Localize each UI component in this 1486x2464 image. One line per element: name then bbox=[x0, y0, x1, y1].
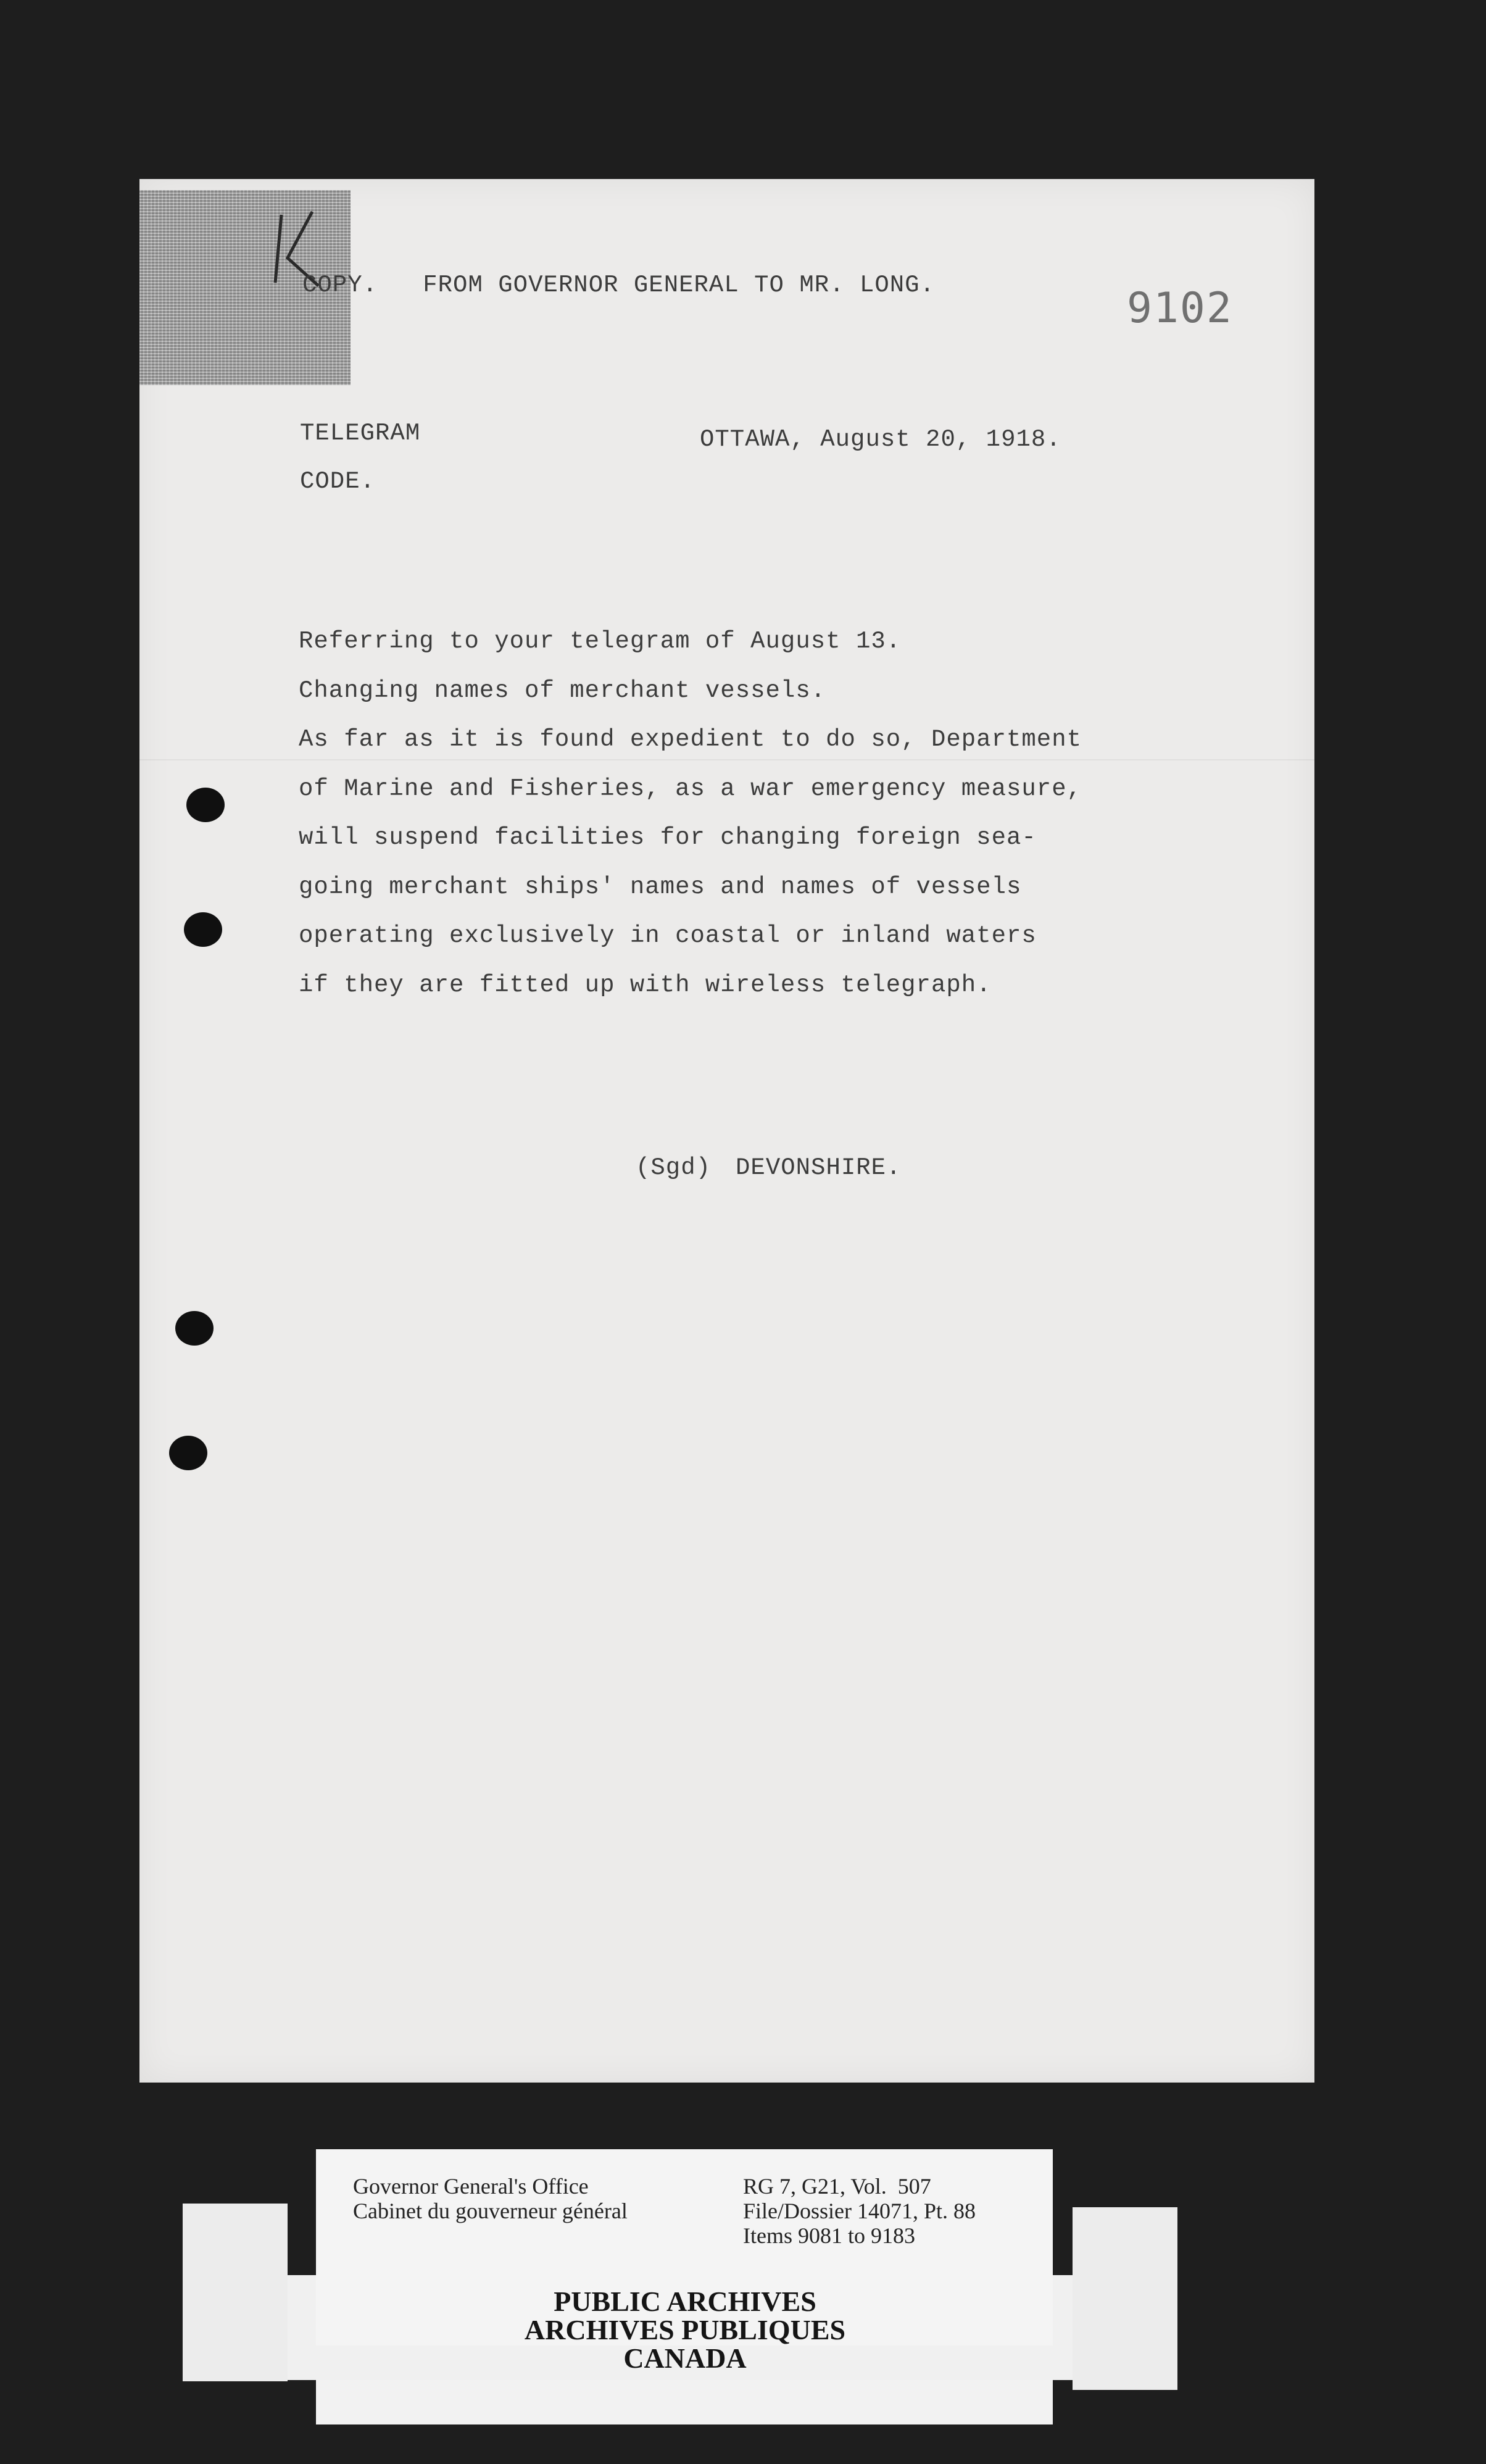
archives-country: CANADA bbox=[623, 2342, 747, 2374]
signatory-name: DEVONSHIRE. bbox=[736, 1154, 902, 1181]
copy-label: COPY. bbox=[302, 272, 378, 299]
archives-name-en: PUBLIC ARCHIVES bbox=[554, 2286, 816, 2317]
ref-file: File/Dossier 14071, Pt. 88 bbox=[743, 2199, 976, 2223]
body-line: will suspend facilities for changing foreign sea- bbox=[299, 824, 1037, 851]
office-name-fr: Cabinet du gouverneur général bbox=[353, 2199, 628, 2223]
body-line: Referring to your telegram of August 13. bbox=[299, 628, 902, 655]
archive-office-names bbox=[353, 2174, 628, 2223]
body-line: going merchant ships' names and names of vessels bbox=[299, 873, 1022, 901]
body-line: of Marine and Fisheries, as a war emergency measure, bbox=[299, 775, 1082, 802]
punch-hole bbox=[175, 1311, 214, 1346]
telegram-code-label: CODE. bbox=[300, 468, 376, 495]
sgd-label: (Sgd) bbox=[636, 1154, 712, 1181]
punch-hole bbox=[169, 1436, 207, 1470]
body-line: operating exclusively in coastal or inland waters bbox=[299, 922, 1037, 949]
header-line bbox=[302, 272, 935, 299]
body-line: As far as it is found expedient to do so, Department bbox=[299, 726, 1082, 753]
punch-hole bbox=[186, 788, 225, 822]
body-line: if they are fitted up with wireless telegraph. bbox=[299, 971, 992, 999]
archive-reference bbox=[743, 2174, 976, 2248]
archives-stamp bbox=[432, 2287, 938, 2373]
ref-items: Items 9081 to 9183 bbox=[743, 2223, 915, 2248]
body-line: Changing names of merchant vessels. bbox=[299, 676, 826, 704]
from-to-line: FROM GOVERNOR GENERAL TO MR. LONG. bbox=[423, 272, 935, 299]
telegram-body bbox=[299, 617, 1082, 1010]
page-number: 9102 bbox=[1127, 284, 1233, 333]
archive-label-tab-left bbox=[183, 2204, 288, 2381]
document-page bbox=[139, 179, 1314, 2083]
office-name-en: Governor General's Office bbox=[353, 2174, 589, 2199]
signature-block bbox=[636, 1154, 901, 1181]
ref-volume: RG 7, G21, Vol. 507 bbox=[743, 2174, 931, 2199]
archive-label-bottom bbox=[316, 2380, 1053, 2424]
punch-hole bbox=[184, 912, 222, 947]
telegram-type-label: TELEGRAM bbox=[300, 420, 421, 447]
place-date: OTTAWA, August 20, 1918. bbox=[700, 426, 1061, 453]
archives-name-fr: ARCHIVES PUBLIQUES bbox=[524, 2314, 846, 2345]
archive-label-tab-right bbox=[1073, 2207, 1177, 2390]
